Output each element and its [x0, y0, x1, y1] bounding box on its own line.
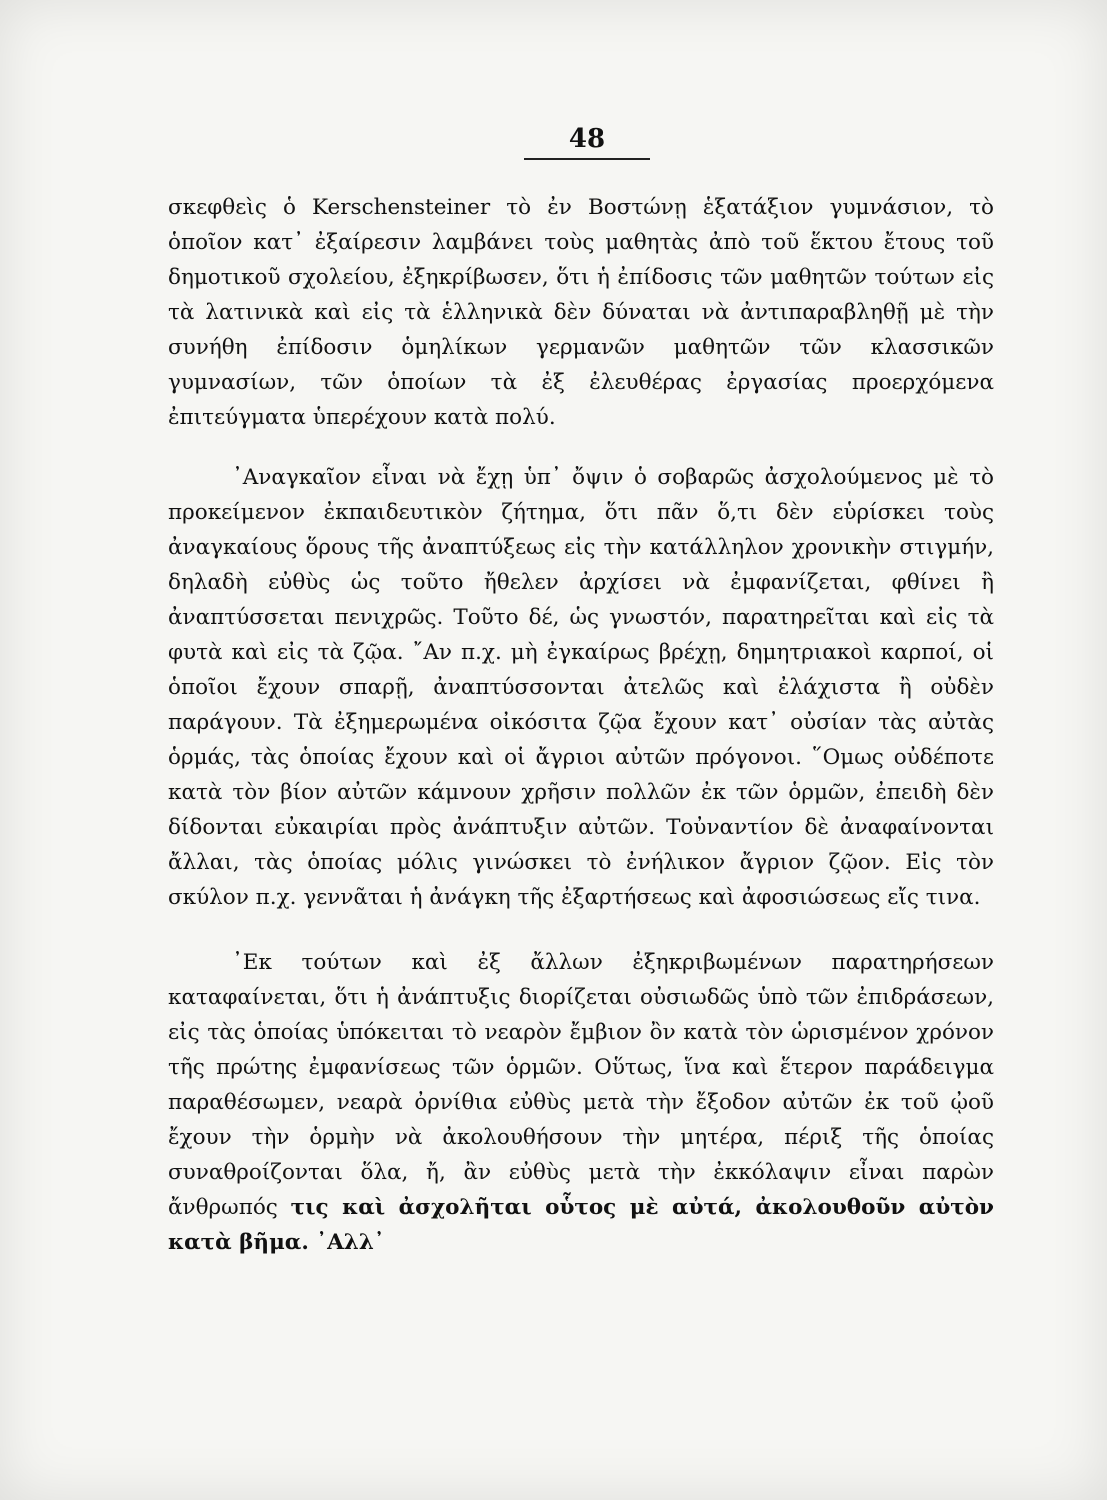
- paragraph-1: σκεφθεὶς ὁ Kerschensteiner τὸ ἐν Βοστώνῃ ἑξατάξιον γυμνάσιον, τὸ ὁποῖον κατ᾽ ἐξαίρεσιν λαμβάνει τοὺς μαθητὰς ἀπὸ τοῦ ἕκτου ἔτους τοῦ δημοτικοῦ σχολείου, ἐξηκρίβωσεν, ὅτι ἡ ἐπίδοσις τῶν μαθητῶν τούτων εἰς τὰ λατινικὰ καὶ εἰς τὰ ἑλληνικὰ δὲν δύναται νὰ ἀντιπαραβληθῇ μὲ τὴν συνήθη ἐπίδοσιν ὁμηλίκων γερμανῶν μαθητῶν τῶν κλασσικῶν γυμνασίων, τῶν ὁποίων τὰ ἐξ ἐλευθέρας ἐργασίας προερχόμενα ἐπιτεύγματα ὑπερέχουν κατὰ πολύ.: [168, 195, 994, 430]
- paragraph-3-body: ᾿Εκ τούτων καὶ ἐξ ἄλλων ἐξηκριβωμένων παρατηρήσεων καταφαίνεται, ὅτι ἡ ἀνάπτυξις διορίζεται οὐσιωδῶς ὑπὸ τῶν ἐπιδράσεων, εἰς τὰς ὁποίας ὑπόκειται τὸ νεαρὸν ἔμβιον ὂν κατὰ τὸν ὡρισμένον χρόνον τῆς πρώτης ἐμφανίσεως τῶν ὁρμῶν. Οὕτως, ἵνα καὶ ἕτερον παράδειγμα παραθέσωμεν, νεαρὰ ὀρνίθια εὐθὺς μετὰ τὴν ἔξοδον αὐτῶν ἐκ τοῦ ᾠοῦ ἔχουν τὴν ὁρμὴν νὰ ἀκολουθήσουν τὴν μητέρα, πέριξ τῆς ὁποίας συναθροίζονται ὅλα, ἤ, ἂν εὐθὺς μετὰ τὴν ἐκκόλαψιν εἶναι παρὼν ἄνθρωπός: [168, 950, 994, 1220]
- body-text: [168, 190, 994, 1260]
- page-number: 48: [568, 124, 606, 154]
- paragraph-3: [168, 945, 994, 1260]
- paragraph-2: ᾿Αναγκαῖον εἶναι νὰ ἔχῃ ὑπ᾽ ὄψιν ὁ σοβαρῶς ἀσχολούμενος μὲ τὸ προκείμενον ἐκπαιδευτικὸν ζήτημα, ὅτι πᾶν ὅ,τι δὲν εὑρίσκει τοὺς ἀναγκαίους ὅρους τῆς ἀναπτύξεως εἰς τὴν κατάλληλον χρονικὴν στιγμήν, δηλαδὴ εὐθὺς ὡς τοῦτο ἤθελεν ἀρχίσει νὰ ἐμφανίζεται, φθίνει ἢ ἀναπτύσσεται πενιχρῶς. Τοῦτο δέ, ὡς γνωστόν, παρατηρεῖται καὶ εἰς τὰ φυτὰ καὶ εἰς τὰ ζῷα. ῎Αν π.χ. μὴ ἐγκαίρως βρέχῃ, δημητριακοὶ καρποί, οἱ ὁποῖοι ἔχουν σπαρῇ, ἀναπτύσσονται ἀτελῶς καὶ ἐλάχιστα ἢ οὐδὲν παράγουν. Τὰ ἐξημερωμένα οἰκόσιτα ζῷα ἔχουν κατ᾽ οὐσίαν τὰς αὐτὰς ὁρμάς, τὰς ὁποίας ἔχουν καὶ οἱ ἄγριοι αὐτῶν πρόγονοι. ῞Ομως οὐδέποτε κατὰ τὸν βίον αὐτῶν κάμνουν χρῆσιν πολλῶν ἐκ τῶν ὁρμῶν, ἐπειδὴ δὲν δίδονται εὐκαιρίαι πρὸς ἀνάπτυξιν αὐτῶν. Τοὐναντίον δὲ ἀναφαίνονται ἄλλαι, τὰς ὁποίας μόλις γινώσκει τὸ ἐνήλικον ἄγριον ζῷον. Εἰς τὸν σκύλον π.χ. γεννᾶται ἡ ἀνάγκη τῆς ἐξαρτήσεως καὶ ἀφοσιώσεως εἴς τινα.: [168, 465, 994, 910]
- page-number-rule: [524, 158, 650, 160]
- paragraph-3-bold-tail: τις καὶ ἀσχολῆται οὗτος μὲ αὐτά, ἀκολουθοῦν αὐτὸν κατὰ βῆμα. ᾿Αλλ᾽: [168, 1195, 994, 1255]
